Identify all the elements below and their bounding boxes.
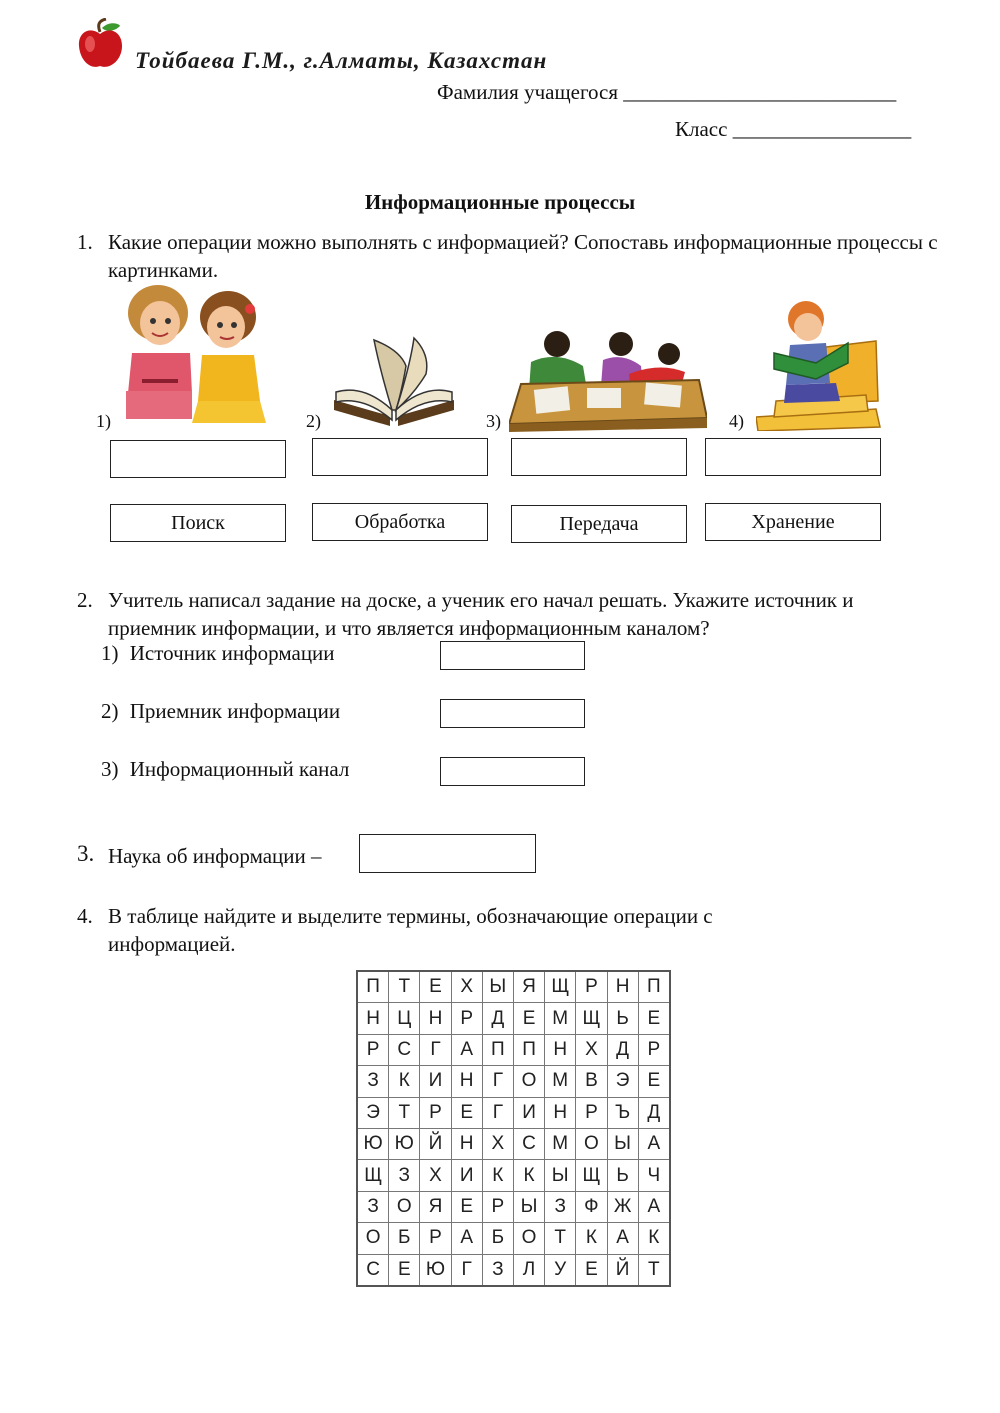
grid-cell[interactable]: П xyxy=(357,971,389,1003)
grid-cell[interactable]: Г xyxy=(482,1097,513,1128)
grid-cell[interactable]: Я xyxy=(420,1191,451,1222)
grid-cell[interactable]: Ы xyxy=(513,1191,544,1222)
girls-talking-icon xyxy=(120,283,270,428)
grid-cell[interactable]: Т xyxy=(389,1097,420,1128)
class-field xyxy=(675,117,911,142)
grid-cell[interactable]: А xyxy=(451,1034,482,1065)
grid-cell[interactable]: А xyxy=(638,1128,670,1159)
grid-cell[interactable]: К xyxy=(638,1223,670,1254)
grid-cell[interactable]: Ы xyxy=(482,971,513,1003)
grid-cell[interactable]: Х xyxy=(451,971,482,1003)
grid-row xyxy=(357,1003,670,1034)
label-storage[interactable]: Хранение xyxy=(705,503,881,541)
grid-cell[interactable]: Г xyxy=(420,1034,451,1065)
student-name-label: Фамилия учащегося xyxy=(437,80,619,104)
grid-cell[interactable]: Р xyxy=(357,1034,389,1065)
receiver-answer-box[interactable] xyxy=(440,699,585,728)
grid-cell[interactable]: Ц xyxy=(389,1003,420,1034)
grid-row xyxy=(357,1097,670,1128)
grid-cell[interactable]: Б xyxy=(389,1223,420,1254)
grid-cell[interactable]: Е xyxy=(513,1003,544,1034)
q2-item-3-number: 3) xyxy=(101,757,119,781)
picture-1-number: 1) xyxy=(96,411,111,431)
q2-item-1-label: Источник информации xyxy=(129,641,335,665)
grid-row xyxy=(357,1160,670,1191)
grid-cell[interactable]: О xyxy=(513,1223,544,1254)
grid-cell[interactable]: Р xyxy=(638,1034,670,1065)
grid-cell[interactable]: Б xyxy=(482,1223,513,1254)
question-1-text: Какие операции можно выполнять с информацией? Сопоставь информационные процессы с картинками. xyxy=(108,230,938,282)
grid-cell[interactable]: И xyxy=(420,1066,451,1097)
grid-cell[interactable]: И xyxy=(513,1097,544,1128)
picture-2-number: 2) xyxy=(306,411,321,431)
student-name-field xyxy=(437,80,896,105)
grid-row xyxy=(357,1254,670,1286)
people-writing-icon xyxy=(509,328,707,432)
grid-cell[interactable]: З xyxy=(357,1066,389,1097)
student-name-line[interactable]: __________________________ xyxy=(623,80,897,104)
q2-item-1-number: 1) xyxy=(101,641,119,665)
grid-cell[interactable]: П xyxy=(638,971,670,1003)
grid-cell[interactable]: Х xyxy=(420,1160,451,1191)
answer-box-2[interactable] xyxy=(312,438,488,476)
q2-item-2-label: Приемник информации xyxy=(129,699,341,723)
grid-cell[interactable]: Ю xyxy=(420,1254,451,1286)
grid-cell[interactable]: Й xyxy=(420,1128,451,1159)
grid-cell[interactable]: Ю xyxy=(389,1128,420,1159)
grid-cell[interactable]: Р xyxy=(420,1223,451,1254)
grid-cell[interactable]: А xyxy=(451,1223,482,1254)
grid-row xyxy=(357,1034,670,1065)
grid-cell[interactable]: Х xyxy=(482,1128,513,1159)
class-label: Класс xyxy=(675,117,728,141)
grid-cell[interactable]: Е xyxy=(451,1191,482,1222)
question-4-text: В таблице найдите и выделите термины, обозначающие операции с информацией. xyxy=(108,904,713,956)
answer-box-3[interactable] xyxy=(511,438,687,476)
question-4 xyxy=(0,902,1000,962)
apple-icon xyxy=(76,18,124,70)
grid-cell[interactable]: М xyxy=(545,1128,576,1159)
grid-cell[interactable]: Ы xyxy=(545,1160,576,1191)
grid-cell[interactable]: К xyxy=(389,1066,420,1097)
grid-cell[interactable]: Н xyxy=(545,1034,576,1065)
question-2-number: 2. xyxy=(77,588,93,612)
channel-answer-box[interactable] xyxy=(440,757,585,786)
author-line: Тойбаева Г.М., г.Алматы, Казахстан xyxy=(135,48,548,73)
grid-cell[interactable]: Ь xyxy=(607,1003,638,1034)
grid-cell[interactable]: Ь xyxy=(607,1160,638,1191)
q2-item-2 xyxy=(101,699,340,724)
grid-cell[interactable]: Д xyxy=(482,1003,513,1034)
grid-cell[interactable]: К xyxy=(576,1223,607,1254)
grid-cell[interactable]: Й xyxy=(607,1254,638,1286)
grid-cell[interactable]: Е xyxy=(638,1003,670,1034)
grid-cell[interactable]: С xyxy=(513,1128,544,1159)
grid-cell[interactable]: Г xyxy=(451,1254,482,1286)
grid-cell[interactable]: С xyxy=(357,1254,389,1286)
grid-cell[interactable]: И xyxy=(451,1160,482,1191)
question-3-text: Наука об информации – xyxy=(108,844,322,868)
source-answer-box[interactable] xyxy=(440,641,585,670)
class-line[interactable]: _________________ xyxy=(732,117,912,141)
grid-cell[interactable]: Г xyxy=(482,1066,513,1097)
grid-cell[interactable]: Ы xyxy=(607,1128,638,1159)
label-processing[interactable]: Обработка xyxy=(312,503,488,541)
grid-cell[interactable]: Н xyxy=(420,1003,451,1034)
grid-cell[interactable]: Н xyxy=(545,1097,576,1128)
q2-item-3-label: Информационный канал xyxy=(129,757,350,781)
page-title: Информационные процессы xyxy=(364,190,636,214)
grid-cell[interactable]: Ю xyxy=(357,1128,389,1159)
grid-row xyxy=(357,971,670,1003)
grid-cell[interactable]: А xyxy=(638,1191,670,1222)
boy-reading-icon xyxy=(756,297,882,431)
grid-cell[interactable]: О xyxy=(513,1066,544,1097)
answer-box-1[interactable] xyxy=(110,440,286,478)
grid-cell[interactable]: З xyxy=(545,1191,576,1222)
science-answer-box[interactable] xyxy=(359,834,536,873)
grid-cell[interactable]: У xyxy=(545,1254,576,1286)
picture-3-number: 3) xyxy=(486,411,501,431)
grid-cell[interactable]: А xyxy=(607,1223,638,1254)
question-3-number: 3. xyxy=(77,841,95,866)
grid-cell[interactable]: Р xyxy=(451,1003,482,1034)
grid-cell[interactable]: К xyxy=(482,1160,513,1191)
label-search[interactable]: Поиск xyxy=(110,504,286,542)
question-2-text: Учитель написал задание на доске, а ученик его начал решать. Укажите источник и приемник информации, и что является информационным каналом? xyxy=(108,588,854,640)
grid-cell[interactable]: Р xyxy=(576,1097,607,1128)
grid-row xyxy=(357,1128,670,1159)
grid-cell[interactable]: Р xyxy=(576,971,607,1003)
grid-cell[interactable]: Н xyxy=(451,1128,482,1159)
grid-cell[interactable]: З xyxy=(357,1191,389,1222)
grid-cell[interactable]: Д xyxy=(607,1034,638,1065)
grid-cell[interactable]: Т xyxy=(638,1254,670,1286)
question-2 xyxy=(0,586,1000,646)
grid-cell[interactable]: Т xyxy=(545,1223,576,1254)
grid-cell[interactable]: П xyxy=(513,1034,544,1065)
grid-cell[interactable]: О xyxy=(576,1128,607,1159)
grid-cell[interactable]: Е xyxy=(638,1066,670,1097)
grid-cell[interactable]: В xyxy=(576,1066,607,1097)
grid-cell[interactable]: Р xyxy=(482,1191,513,1222)
q2-item-1 xyxy=(101,641,335,666)
grid-cell[interactable]: Ъ xyxy=(607,1097,638,1128)
grid-cell[interactable]: З xyxy=(482,1254,513,1286)
grid-cell[interactable]: Л xyxy=(513,1254,544,1286)
grid-cell[interactable]: М xyxy=(545,1003,576,1034)
grid-cell[interactable]: Ж xyxy=(607,1191,638,1222)
grid-row xyxy=(357,1066,670,1097)
grid-cell[interactable]: Р xyxy=(420,1097,451,1128)
grid-row xyxy=(357,1191,670,1222)
grid-cell[interactable]: Е xyxy=(420,971,451,1003)
grid-cell[interactable]: Н xyxy=(607,971,638,1003)
grid-cell[interactable]: Д xyxy=(638,1097,670,1128)
grid-cell[interactable]: Н xyxy=(451,1066,482,1097)
grid-cell[interactable]: Т xyxy=(389,971,420,1003)
answer-box-4[interactable] xyxy=(705,438,881,476)
q2-item-2-number: 2) xyxy=(101,699,119,723)
grid-cell[interactable]: П xyxy=(482,1034,513,1065)
grid-cell[interactable]: Х xyxy=(576,1034,607,1065)
grid-cell[interactable]: Н xyxy=(357,1003,389,1034)
question-1-number: 1. xyxy=(77,230,93,254)
grid-cell[interactable]: М xyxy=(545,1066,576,1097)
word-search-grid xyxy=(356,970,671,1287)
grid-cell[interactable]: О xyxy=(389,1191,420,1222)
grid-cell[interactable]: Я xyxy=(513,971,544,1003)
open-book-icon xyxy=(330,330,458,430)
grid-cell[interactable]: Ф xyxy=(576,1191,607,1222)
grid-cell[interactable]: Щ xyxy=(576,1003,607,1034)
grid-cell[interactable]: Е xyxy=(576,1254,607,1286)
q2-item-3 xyxy=(101,757,349,782)
grid-cell[interactable]: Э xyxy=(357,1097,389,1128)
question-1 xyxy=(0,228,1000,288)
grid-row xyxy=(357,1223,670,1254)
label-transfer[interactable]: Передача xyxy=(511,505,687,543)
grid-cell[interactable]: Щ xyxy=(576,1160,607,1191)
grid-cell[interactable]: Е xyxy=(451,1097,482,1128)
question-4-number: 4. xyxy=(77,904,93,928)
picture-4-number: 4) xyxy=(729,411,744,431)
grid-cell[interactable]: Э xyxy=(607,1066,638,1097)
grid-cell[interactable]: С xyxy=(389,1034,420,1065)
grid-cell[interactable]: Ч xyxy=(638,1160,670,1191)
grid-cell[interactable]: Щ xyxy=(357,1160,389,1191)
grid-cell[interactable]: О xyxy=(357,1223,389,1254)
grid-cell[interactable]: З xyxy=(389,1160,420,1191)
grid-cell[interactable]: К xyxy=(513,1160,544,1191)
grid-cell[interactable]: Щ xyxy=(545,971,576,1003)
grid-cell[interactable]: Е xyxy=(389,1254,420,1286)
